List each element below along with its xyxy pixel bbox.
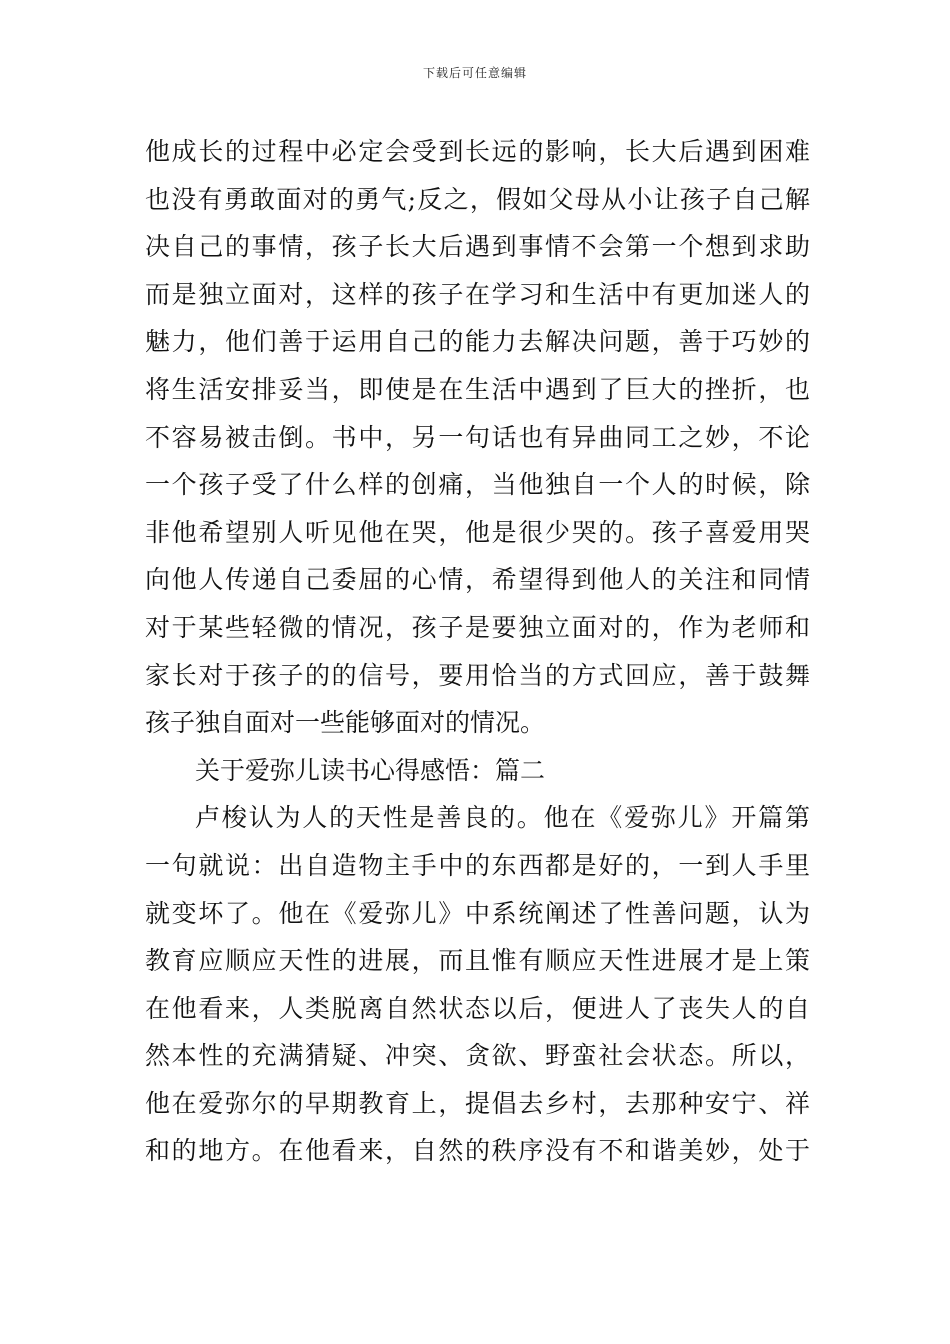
text-line: 他在爱弥尔的早期教育上，提倡去乡村，去那种安宁、祥 (145, 1088, 810, 1118)
text-line: 然本性的充满猜疑、冲突、贪欲、野蛮社会状态。所以， (145, 1041, 810, 1071)
paragraph-first-line: 卢梭认为人的天性是善良的。他在《爱弥儿》开篇第 (195, 803, 810, 833)
text-line: 家长对于孩子的的信号，要用恰当的方式回应，善于鼓舞 (145, 660, 810, 690)
text-line: 对于某些轻微的情况，孩子是要独立面对的，作为老师和 (145, 612, 810, 642)
text-line: 一句就说：出自造物主手中的东西都是好的，一到人手里 (145, 850, 810, 880)
text-line: 他成长的过程中必定会受到长远的影响，长大后遇到困难 (145, 137, 810, 166)
document-body (145, 128, 810, 1175)
text-line: 而是独立面对，这样的孩子在学习和生活中有更加迷人的 (145, 279, 810, 309)
text-line: 就变坏了。他在《爱弥儿》中系统阐述了性善问题，认为 (145, 898, 810, 928)
text-line: 一个孩子受了什么样的创痛，当他独自一个人的时候，除 (145, 470, 810, 500)
section-heading: 关于爱弥儿读书心得感悟：篇二 (195, 755, 546, 785)
text-line: 向他人传递自己委屈的心情，希望得到他人的关注和同情 (145, 565, 810, 595)
text-line: 教育应顺应天性的进展，而且惟有顺应天性进展才是上策 (145, 946, 810, 976)
text-line: 在他看来，人类脱离自然状态以后，便进人了丧失人的自 (145, 993, 810, 1023)
text-line: 和的地方。在他看来，自然的秩序没有不和谐美妙，处于 (145, 1136, 810, 1166)
text-line: 不容易被击倒。书中，另一句话也有异曲同工之妙，不论 (145, 422, 810, 452)
page-header-note: 下载后可任意编辑 (422, 66, 527, 80)
paragraph-end-line: 孩子独自面对一些能够面对的情况。 (145, 708, 546, 738)
text-line: 将生活安排妥当，即使是在生活中遇到了巨大的挫折，也 (145, 374, 810, 404)
text-line: 非他希望别人听见他在哭，他是很少哭的。孩子喜爱用哭 (145, 517, 810, 547)
text-line: 决自己的事情，孩子长大后遇到事情不会第一个想到求助 (145, 232, 810, 262)
text-line: 也没有勇敢面对的勇气;反之，假如父母从小让孩子自己解 (145, 184, 810, 214)
text-line: 魅力，他们善于运用自己的能力去解决问题，善于巧妙的 (145, 327, 810, 357)
